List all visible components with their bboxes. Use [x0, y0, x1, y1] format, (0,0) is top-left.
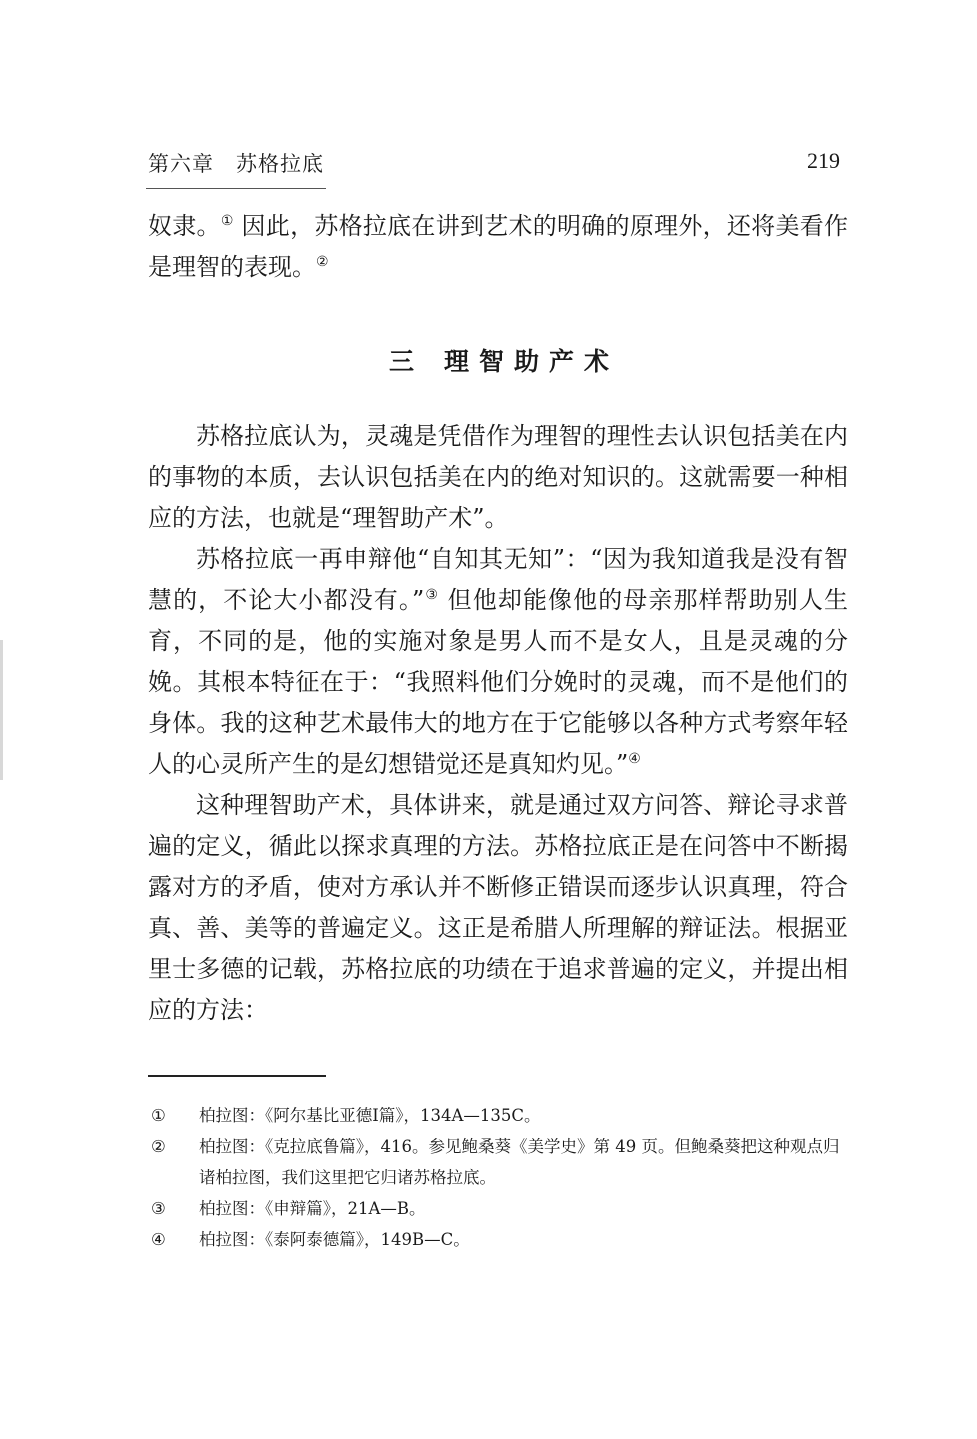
footnotes [148, 1100, 853, 1255]
footnote-mark: ① [151, 1106, 166, 1125]
footnote-mark: ③ [151, 1199, 166, 1218]
footnote-rule [148, 1075, 326, 1077]
footnote-ref-4: ④ [628, 751, 641, 767]
footnote-3 [148, 1193, 853, 1224]
paragraph-3 [148, 539, 848, 785]
footnote-text: 柏拉图：《克拉底鲁篇》，416。参见鲍桑葵《美学史》第 49 页。但鲍桑葵把这种观点归诸柏拉图，我们这里把它归诸苏格拉底。 [199, 1137, 840, 1187]
paragraph-4: 这种理智助产术，具体讲来，就是通过双方问答、辩论寻求普遍的定义，循此以探求真理的方法。苏格拉底正是在问答中不断揭露对方的矛盾，使对方承认并不断修正错误而逐步认识真理，符合真、善、美等的普遍定义。这正是希腊人所理解的辩证法。根据亚里士多德的记载，苏格拉底的功绩在于追求普遍的定义，并提出相应的方法： [148, 791, 848, 1024]
section-title: 理智助产术 [444, 347, 620, 376]
footnote-2 [148, 1131, 853, 1193]
paragraph-3-text-b: 但他却能像他的母亲那样帮助别人生育，不同的是，他的实施对象是男人而不是女人，且是灵魂的分娩。其根本特征在于：“我照料他们分娩时的灵魂，而不是他们的身体。我的这种艺术最伟大的地方在于它能够以各种方式考察年轻人的心灵所产生的是幻想错觉还是真知灼见。” [148, 586, 848, 778]
footnote-text: 柏拉图：《阿尔基比亚德Ⅰ篇》，134A—135C。 [199, 1106, 541, 1125]
scan-edge-shadow [0, 640, 3, 780]
paragraph-2: 苏格拉底认为，灵魂是凭借作为理智的理性去认识包括美在内的事物的本质，去认识包括美在内的绝对知识的。这就需要一种相应的方法，也就是“理智助产术”。 [148, 422, 848, 532]
footnote-mark: ② [151, 1137, 166, 1156]
body-text [148, 206, 848, 1031]
header-rule [146, 188, 326, 189]
footnote-ref-1: ① [220, 213, 234, 229]
running-header [148, 148, 840, 188]
footnote-mark: ④ [151, 1230, 166, 1249]
footnote-4 [148, 1224, 853, 1255]
paragraph-1-text-b: 因此，苏格拉底在讲到艺术的明确的原理外，还将美看作是理智的表现。 [148, 212, 848, 281]
paragraph-1-text-a: 奴隶。 [148, 212, 221, 240]
section-heading [148, 342, 848, 378]
footnote-ref-2: ② [316, 254, 329, 270]
section-number: 三 [388, 347, 424, 376]
paragraph-3-text-a: 苏格拉底一再申辩他“自知其无知”：“因为我知道我是没有智慧的，不论大小都没有。” [148, 545, 848, 614]
paragraph-1 [148, 206, 848, 288]
page-number: 219 [807, 148, 840, 173]
chapter-title: 第六章 苏格拉底 [148, 152, 324, 176]
footnote-1 [148, 1100, 853, 1131]
footnote-text: 柏拉图：《泰阿泰德篇》，149B—C。 [199, 1230, 470, 1249]
footnote-ref-3: ③ [424, 587, 439, 603]
footnote-text: 柏拉图：《申辩篇》，21A—B。 [199, 1199, 426, 1218]
